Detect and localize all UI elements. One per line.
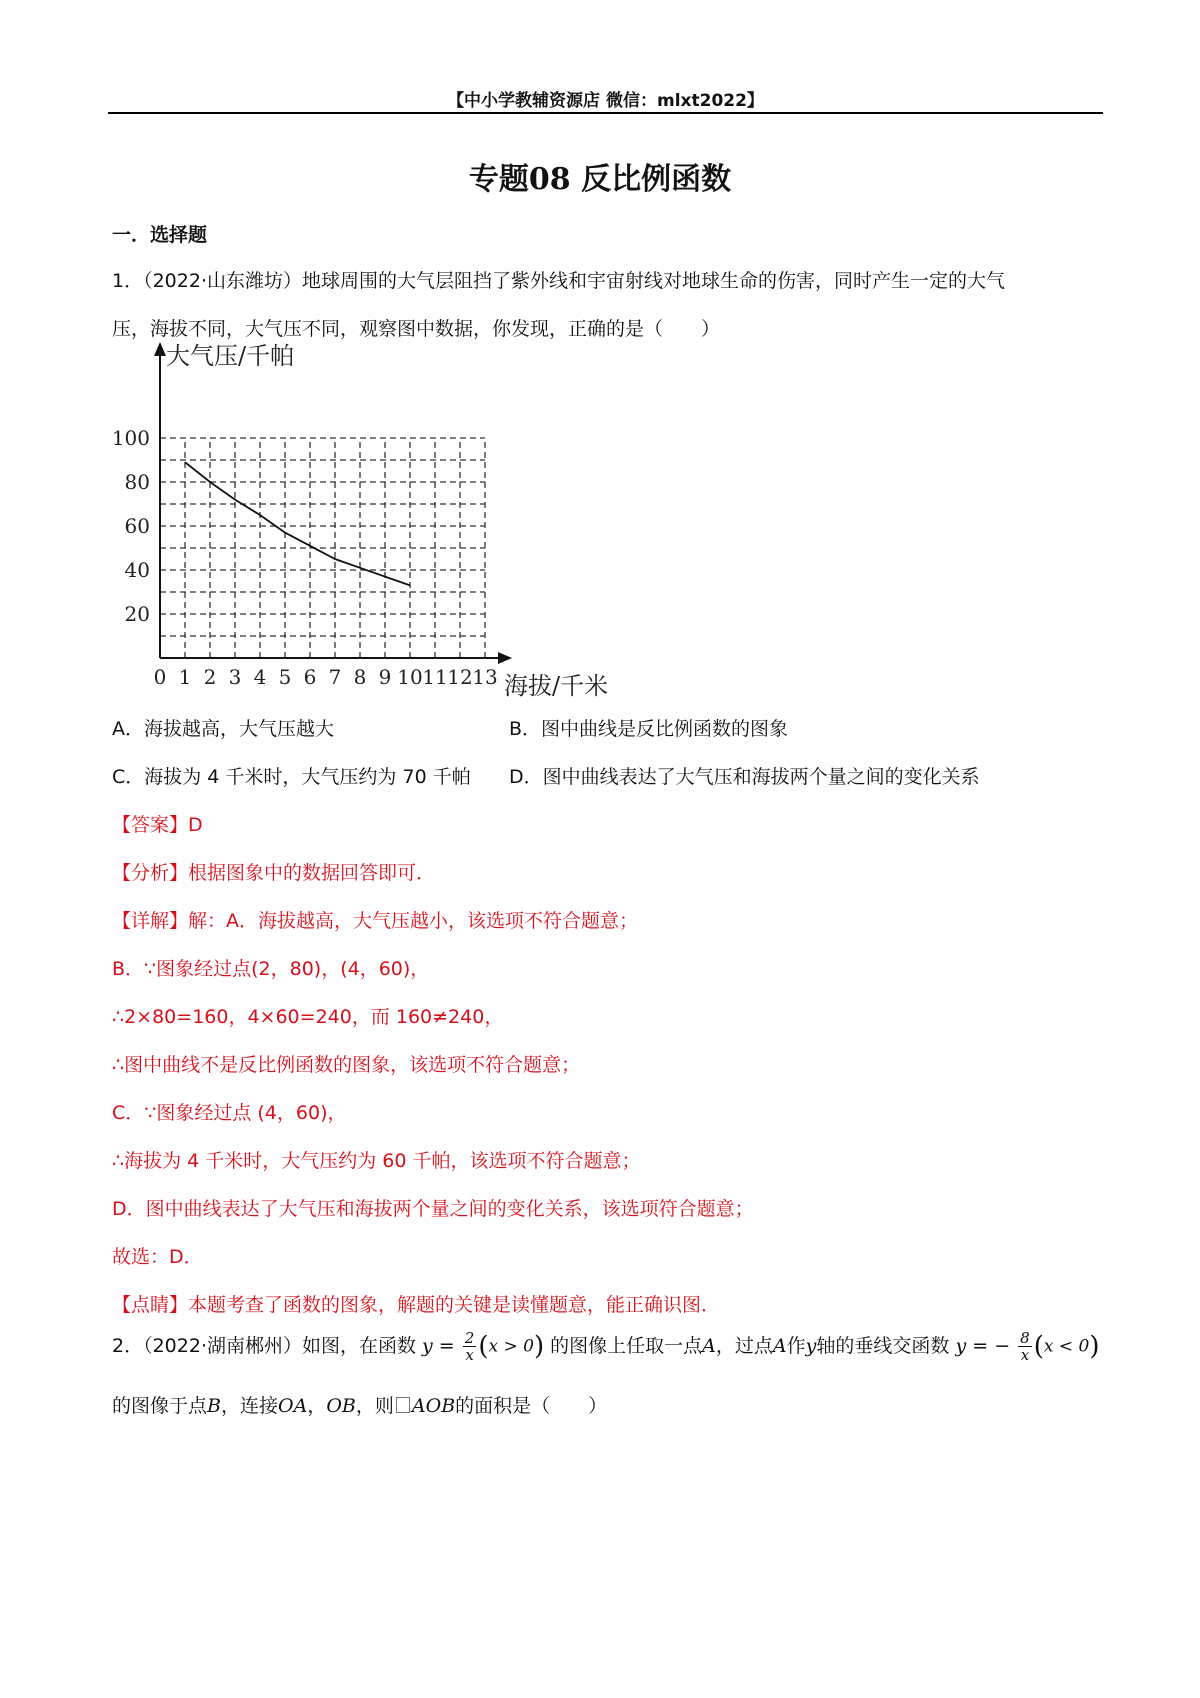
q2-mid3: 作 [786,1335,806,1357]
q1-stem-line1: 1．（2022·山东潍坊）地球周围的大气层阻挡了紫外线和宇宙射线对地球生命的伤害，同时产生一定的大气 [112,270,1005,292]
x-tick-label: 4 [253,665,267,689]
q2-stem-line2 [112,1391,607,1418]
header-rule [108,112,1103,114]
chart-axes [154,342,512,664]
q2-func1-fraction [463,1330,477,1363]
q2-func1-num: 2 [464,1329,475,1347]
x-tick-label: 5 [278,665,292,689]
x-tick-label: 0 [153,665,167,689]
chart-grid [160,438,485,658]
q2-point-a2: A [772,1335,787,1357]
q2-func1-cond: x > 0 [488,1336,534,1357]
q1-comment: 【点睛】本题考查了函数的图象，解题的关键是读懂题意，能正确识图． [112,1294,721,1316]
q2-func1-den: x [465,1346,474,1364]
q2-line2-d: 的面积是（ ） [455,1395,608,1417]
q2-func2-cond: x < 0 [1043,1336,1090,1357]
q2-mid2: ，过点 [715,1335,773,1357]
q1-detail-line: C．∵图象经过点 (4，60)， [112,1102,347,1124]
q2-paren-close: ) [533,1331,545,1362]
q1-analysis: 【分析】根据图象中的数据回答即可． [112,862,436,884]
q2-paren-open: ( [1033,1331,1044,1362]
q2-prefix: 2．（2022·湖南郴州）如图，在函数 [112,1335,416,1357]
y-tick-label: 80 [124,470,150,494]
q2-triangle-aob: AOB [411,1395,456,1417]
q1-answer: 【答案】D [112,814,203,836]
q1-option-d: D．图中曲线表达了大气压和海拔两个量之间的变化关系 [509,766,980,788]
x-tick-label: 10 [397,665,423,689]
chart-series [185,462,410,585]
pressure-curve [185,462,410,585]
q2-line2-c: ，则 [355,1395,394,1417]
section-heading: 一．选择题 [112,224,208,246]
q2-segment-ob: OB [326,1395,356,1417]
y-tick-label: 60 [124,514,150,538]
y-axis-label: 大气压/千帕 [166,342,295,370]
pressure-altitude-chart [100,342,640,697]
x-axis-arrow [498,652,512,664]
q2-func1-lhs: y = [422,1335,455,1357]
q1-option-b: B．图中曲线是反比例函数的图象 [509,718,789,740]
y-axis-arrow [154,342,166,356]
q2-point-b: B [207,1395,221,1417]
x-tick-label: 13 [472,665,498,689]
q2-segment-oa: OA [278,1395,308,1417]
q2-stem-line1 [112,1330,1100,1363]
q2-paren-close: ) [1089,1331,1100,1362]
q2-point-a: A [702,1335,716,1357]
q1-detail-line: 故选：D． [112,1246,203,1268]
page-header: 【中小学教辅资源店 微信：mlxt2022】 [447,91,764,111]
x-tick-label: 6 [303,665,317,689]
x-tick-label: 8 [353,665,367,689]
q2-func2-num: 8 [1020,1329,1030,1347]
q2-func2-fraction [1018,1330,1032,1363]
q1-option-c: C．海拔为 4 千米时，大气压约为 70 千帕 [112,766,471,788]
q2-paren-open: ( [478,1331,489,1362]
q2-func2-lhs: y = − [955,1335,1011,1357]
triangle-symbol-placeholder [396,1397,410,1413]
page-title: 专题08 反比例函数 [468,162,732,197]
q2-axis-y: y [805,1335,817,1357]
x-tick-label: 12 [447,665,473,689]
q1-detail-line: ∴图中曲线不是反比例函数的图象，该选项不符合题意； [112,1054,581,1076]
x-tick-label: 1 [178,665,192,689]
x-tick-label: 9 [378,665,392,689]
x-tick-label: 2 [203,665,217,689]
x-tick-label: 3 [228,665,242,689]
q1-option-a: A．海拔越高，大气压越大 [112,718,334,740]
y-tick-label: 20 [124,602,150,626]
q1-stem-line2: 压，海拔不同，大气压不同，观察图中数据，你发现，正确的是（ ） [112,318,721,340]
y-tick-label: 40 [124,558,150,582]
x-tick-label: 11 [422,665,448,689]
q1-detail-line: B．∵图象经过点(2，80)，(4，60)， [112,958,430,980]
q1-detail-line: 【详解】解：A．海拔越高，大气压越小，该选项不符合题意； [112,910,638,932]
q2-line2-b: ，连接 [220,1395,278,1417]
q2-mid4: 轴的垂线交函数 [816,1335,950,1357]
q2-mid: 的图像上任取一点 [550,1335,703,1357]
y-tick-label: 100 [111,426,150,450]
q2-func2-den: x [1020,1346,1030,1364]
x-axis-label: 海拔/千米 [504,672,609,697]
q1-detail-line: D．图中曲线表达了大气压和海拔两个量之间的变化关系，该选项符合题意； [112,1198,754,1220]
q1-detail-line: ∴2×80=160，4×60=240，而 160≠240， [112,1006,504,1028]
chart-ticks [112,426,498,689]
q2-line2-a: 的图像于点 [112,1395,208,1417]
q2-comma: ， [307,1395,327,1417]
q1-detail-line: ∴海拔为 4 千米时，大气压约为 60 千帕，该选项不符合题意； [112,1150,641,1172]
x-tick-label: 7 [328,665,342,689]
